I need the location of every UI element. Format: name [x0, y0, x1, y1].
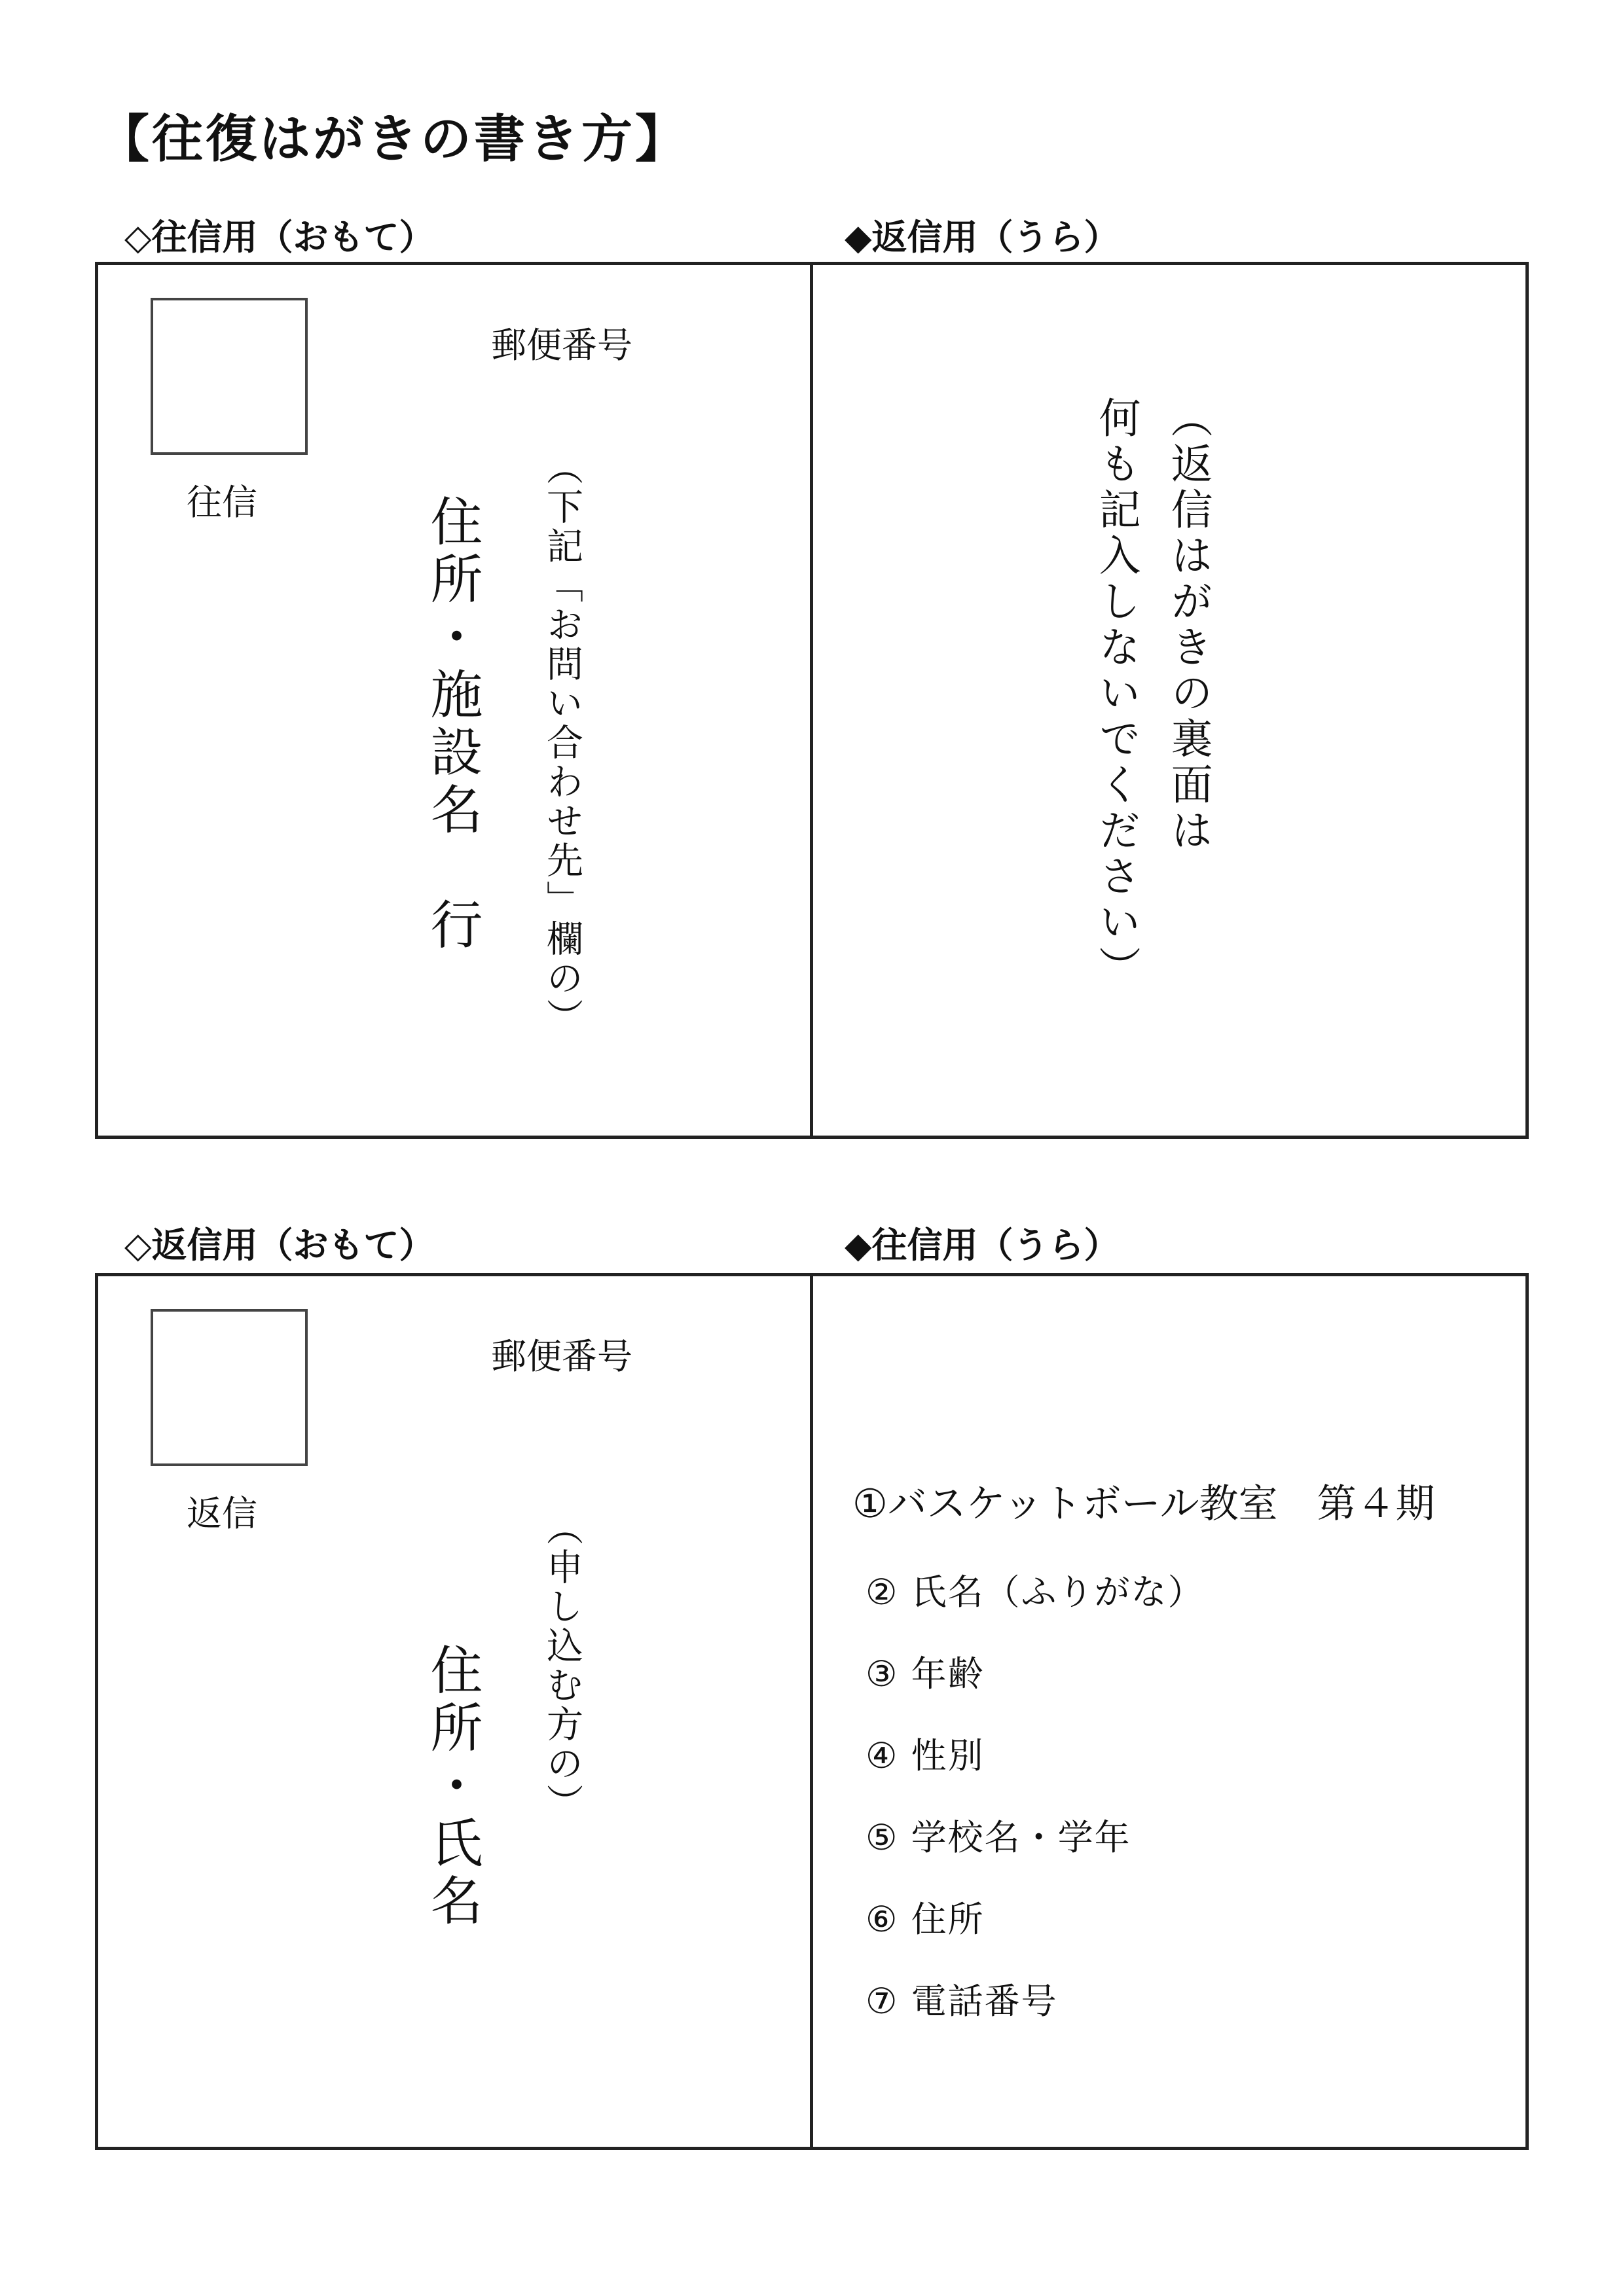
reply-back-panel — [810, 262, 1529, 1139]
reply-front-panel — [95, 1273, 813, 2150]
address-note: （下記「お問い合わせ先」欄の） — [541, 448, 583, 1037]
stamp-box — [151, 1309, 308, 1466]
applicant-note: （申し込む方の） — [541, 1509, 583, 1823]
reply-back-label: ◆返信用（うら） — [845, 217, 1120, 258]
stamp-label: 返信 — [187, 1493, 257, 1534]
stamp-box — [151, 298, 308, 455]
reply-front-label: ◇返信用（おもて） — [124, 1225, 435, 1266]
address-facility-text: 住所・施設名 行 — [422, 494, 483, 955]
address-name-text: 住所・氏名 — [422, 1643, 483, 1931]
course-name: ①バスケットボール教室 第４期 — [852, 1481, 1435, 1527]
outgoing-back-label: ◆往信用（うら） — [845, 1225, 1120, 1266]
outgoing-back-panel — [810, 1273, 1529, 2150]
list-item: ④ 性別 — [866, 1735, 985, 1776]
blank-notice-line1: （返信はがきの裏面は — [1163, 396, 1213, 854]
page-title: 【往復はがきの書き方】 — [98, 110, 689, 169]
postal-code-label: 郵便番号 — [491, 1336, 632, 1377]
blank-notice-line2: 何も記入しないでください） — [1091, 396, 1140, 992]
list-item: ③ 年齢 — [866, 1653, 985, 1695]
postal-code-label: 郵便番号 — [491, 325, 632, 366]
outgoing-front-label: ◇往信用（おもて） — [124, 217, 435, 258]
list-item: ⑥ 住所 — [866, 1899, 985, 1940]
list-item: ⑦ 電話番号 — [866, 1981, 1058, 2022]
stamp-label: 往信 — [187, 482, 257, 523]
outgoing-front-panel — [95, 262, 813, 1139]
list-item: ⑤ 学校名・学年 — [866, 1817, 1131, 1858]
list-item: ② 氏名（ふりがな） — [866, 1571, 1205, 1613]
